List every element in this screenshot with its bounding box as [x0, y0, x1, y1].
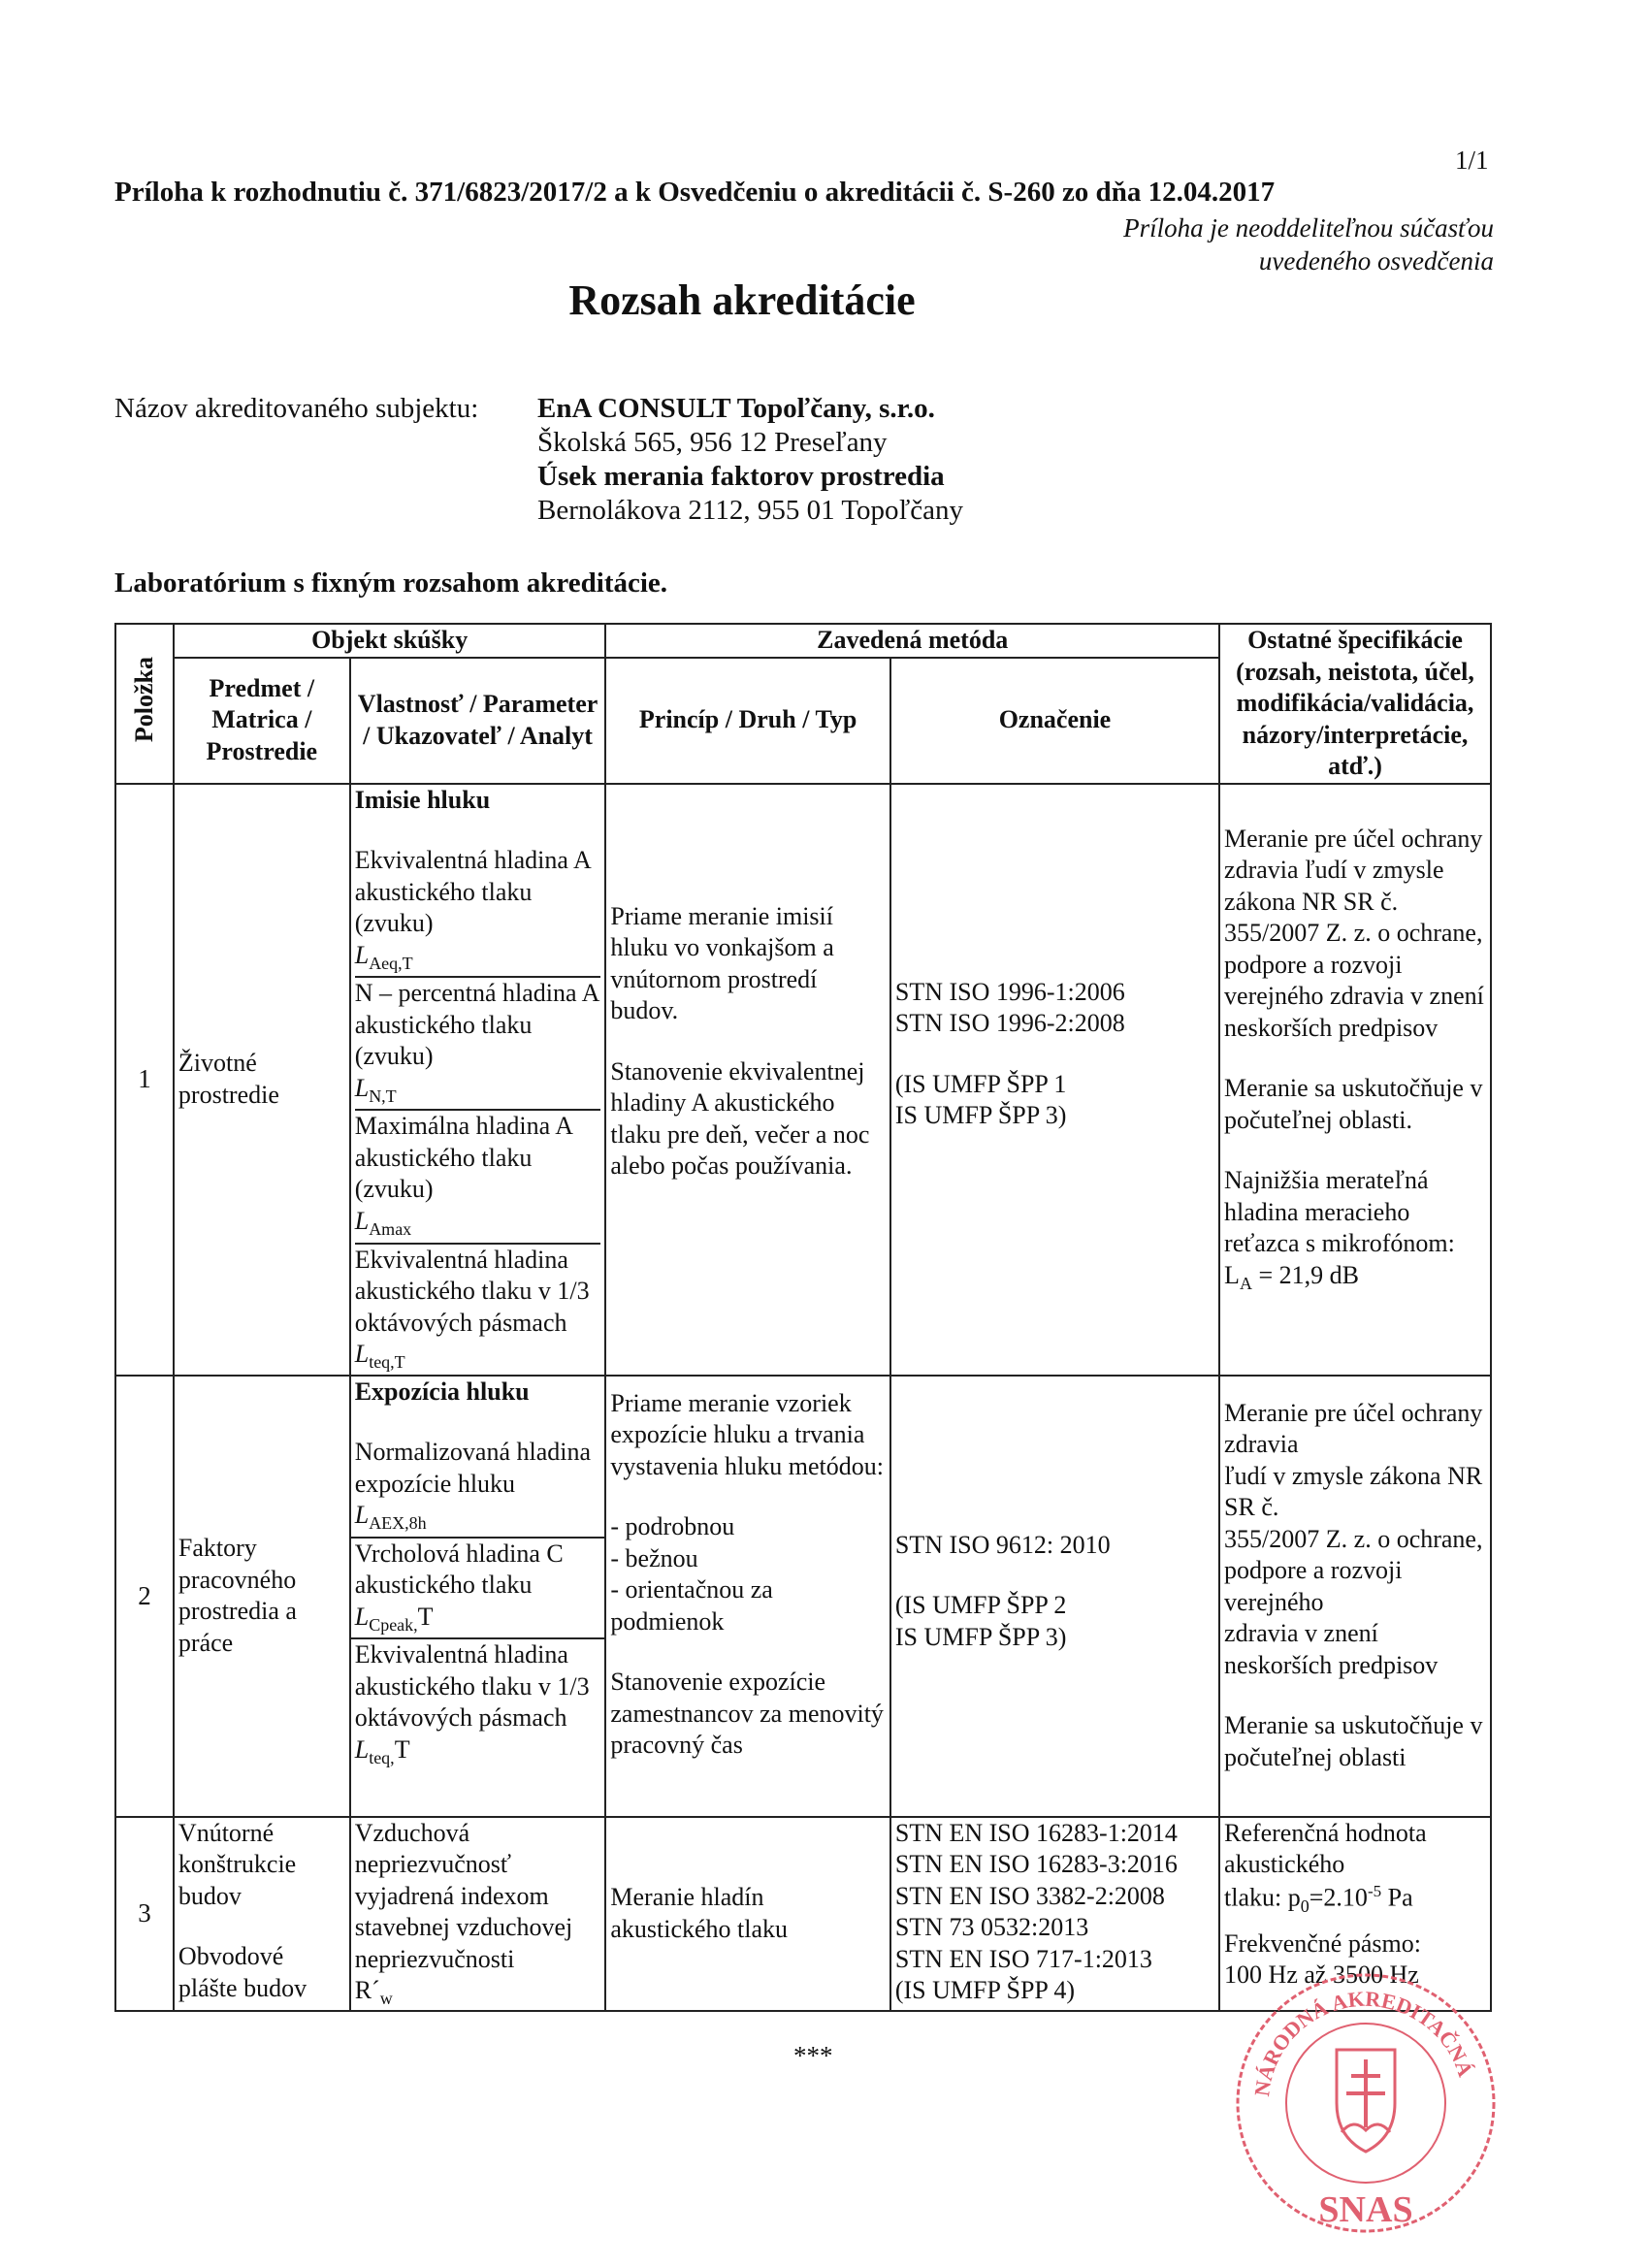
row-number: 2: [115, 1376, 174, 1817]
row-designation: STN EN ISO 16283-1:2014 STN EN ISO 16283-3:2016 STN EN ISO 3382-2:2008 STN 73 0532:2013 STN EN ISO 717-1:2013 (IS UMFP ŠPP 4): [890, 1817, 1219, 2011]
table-row: [115, 784, 1491, 1376]
header-method: Zavedená metóda: [605, 624, 1219, 658]
parameter: Ekvivalentná hladina akustického tlaku v 1/3 oktávových pásmach $L_{teq,}T$: [354, 1640, 590, 1768]
department-address: Bernolákova 2112, 955 01 Topoľčany: [537, 495, 964, 526]
parameter: Ekvivalentná hladina akustického tlaku v 1/3 oktávových pásmach $L_{teq,T}$: [354, 1245, 590, 1373]
shield-icon: [1337, 2050, 1395, 2152]
attachment-note-line2: uvedeného osvedčenia: [1258, 246, 1494, 275]
header-other: Ostatné špecifikácie (rozsah, neistota, účel, modifikácia/validácia, názory/interpretácie, atď.): [1219, 624, 1491, 784]
parameter: Vrcholová hladina C akustického tlaku $L_{Cpeak,}T$: [351, 1539, 605, 1640]
subject-name: EnA CONSULT Topoľčany, s.r.o.: [537, 393, 935, 424]
subject-address: Školská 565, 956 12 Preseľany: [537, 427, 888, 458]
accreditation-scope-table: [114, 623, 1492, 2012]
stamp-logo: SNAS: [1318, 2189, 1413, 2230]
header-property: Vlastnosť / Parameter / Ukazovateľ / Analyt: [350, 658, 606, 784]
row-properties: Expozícia hluku Normalizovaná hladina expozície hluku $L_{AEX,8h}$ Vrcholová hladina C akustického tlaku $L_{Cpeak,}T$ Ekvivalentná hladina akustického tlaku v 1/3 oktávových pásmach $L_{teq,}T$: [350, 1376, 606, 1817]
page-number: 1/1: [1455, 146, 1489, 175]
row-designation: STN ISO 1996-1:2006 STN ISO 1996-2:2008 (IS UMFP ŠPP 1 IS UMFP ŠPP 3): [890, 784, 1219, 1376]
lab-type: Laboratórium s fixným rozsahom akreditácie.: [114, 567, 668, 599]
footer-stars: ***: [793, 2041, 833, 2070]
header-subject: Predmet / Matrica / Prostredie: [174, 658, 350, 784]
stamp-arc-text: NÁRODNÁ AKREDITAČNÁ: [1249, 1986, 1478, 2098]
subject-department: Úsek merania faktorov prostredia: [537, 461, 945, 492]
parameter: Normalizovaná hladina expozície hluku $L_{AEX,8h}$: [351, 1437, 605, 1539]
snas-stamp: [1230, 1967, 1502, 2239]
row-subject: Faktory pracovného prostredia a práce: [174, 1376, 350, 1817]
row-designation: STN ISO 9612: 2010 (IS UMFP ŠPP 2 IS UMFP ŠPP 3): [890, 1376, 1219, 1817]
row-principle: Priame meranie vzoriek expozície hluku a trvania vystavenia hluku metódou: - podrobnou - bežnou - orientačnou za podmienok Stanovenie expozície zamestnancov za menovitý pracovný čas: [605, 1376, 889, 1817]
page-title: Rozsah akreditácie: [568, 276, 916, 324]
header-item: Položka: [115, 624, 174, 784]
header-principle: Princíp / Druh / Typ: [605, 658, 889, 784]
row-subject: Vnútorné konštrukcie budov Obvodové plášte budov: [174, 1817, 350, 2011]
row-number: 1: [115, 784, 174, 1376]
group-title: Imisie hluku: [354, 785, 491, 814]
document-header: Príloha k rozhodnutiu č. 371/6823/2017/2 a k Osvedčeniu o akreditácii č. S-260 zo dňa 12.04.2017: [114, 177, 1276, 208]
header-object: Objekt skúšky: [174, 624, 605, 658]
row-other: Meranie pre účel ochrany zdravia ľudí v zmysle zákona NR SR č. 355/2007 Z. z. o ochrane, podpore a rozvoji verejného zdravia v znení neskorších predpisov Meranie sa uskutočňuje v počuteľnej oblasti: [1219, 1376, 1491, 1817]
table-row: [115, 1376, 1491, 1817]
parameter: Ekvivalentná hladina A akustického tlaku (zvuku) $L_{Aeq,T}$: [355, 845, 601, 978]
attachment-note-line1: Príloha je neoddeliteľnou súčasťou: [1123, 213, 1494, 243]
row-properties: [350, 784, 606, 1376]
subject-label: Názov akreditovaného subjektu:: [114, 393, 479, 424]
row-principle: Priame meranie imisií hluku vo vonkajšom a vnútornom prostredí budov. Stanovenie ekvivalentnej hladiny A akustického tlaku pre deň, večer a noc alebo počas používania.: [605, 784, 889, 1376]
row-subject: Životné prostredie: [174, 784, 350, 1376]
header-designation: Označenie: [890, 658, 1219, 784]
row-properties: Vzduchová nepriezvučnosť vyjadrená indexom stavebnej vzduchovej nepriezvučnosti $R´_w$: [350, 1817, 606, 2011]
parameter: Maximálna hladina A akustického tlaku (zvuku) $L_{Amax}$: [355, 1111, 601, 1244]
row-other: Referenčná hodnota akustického tlaku: $p_0=2.10^{-5}$ Pa Frekvenčné pásmo: 100 Hz až 3500 Hz: [1219, 1817, 1491, 2011]
parameter: N – percentná hladina A akustického tlaku (zvuku) $L_{N,T}$: [355, 978, 601, 1111]
row-number: 3: [115, 1817, 174, 2011]
row-other: Meranie pre účel ochrany zdravia ľudí v zmysle zákona NR SR č. 355/2007 Z. z. o ochrane, podpore a rozvoji verejného zdravia v znení neskorších predpisov Meranie sa uskutočňuje v počuteľnej oblasti. Najnižšia merateľná hladina meracieho reťazca s mikrofónom: $L_A = 21,9$ dB: [1219, 784, 1491, 1376]
row-principle: Meranie hladín akustického tlaku: [605, 1817, 889, 2011]
